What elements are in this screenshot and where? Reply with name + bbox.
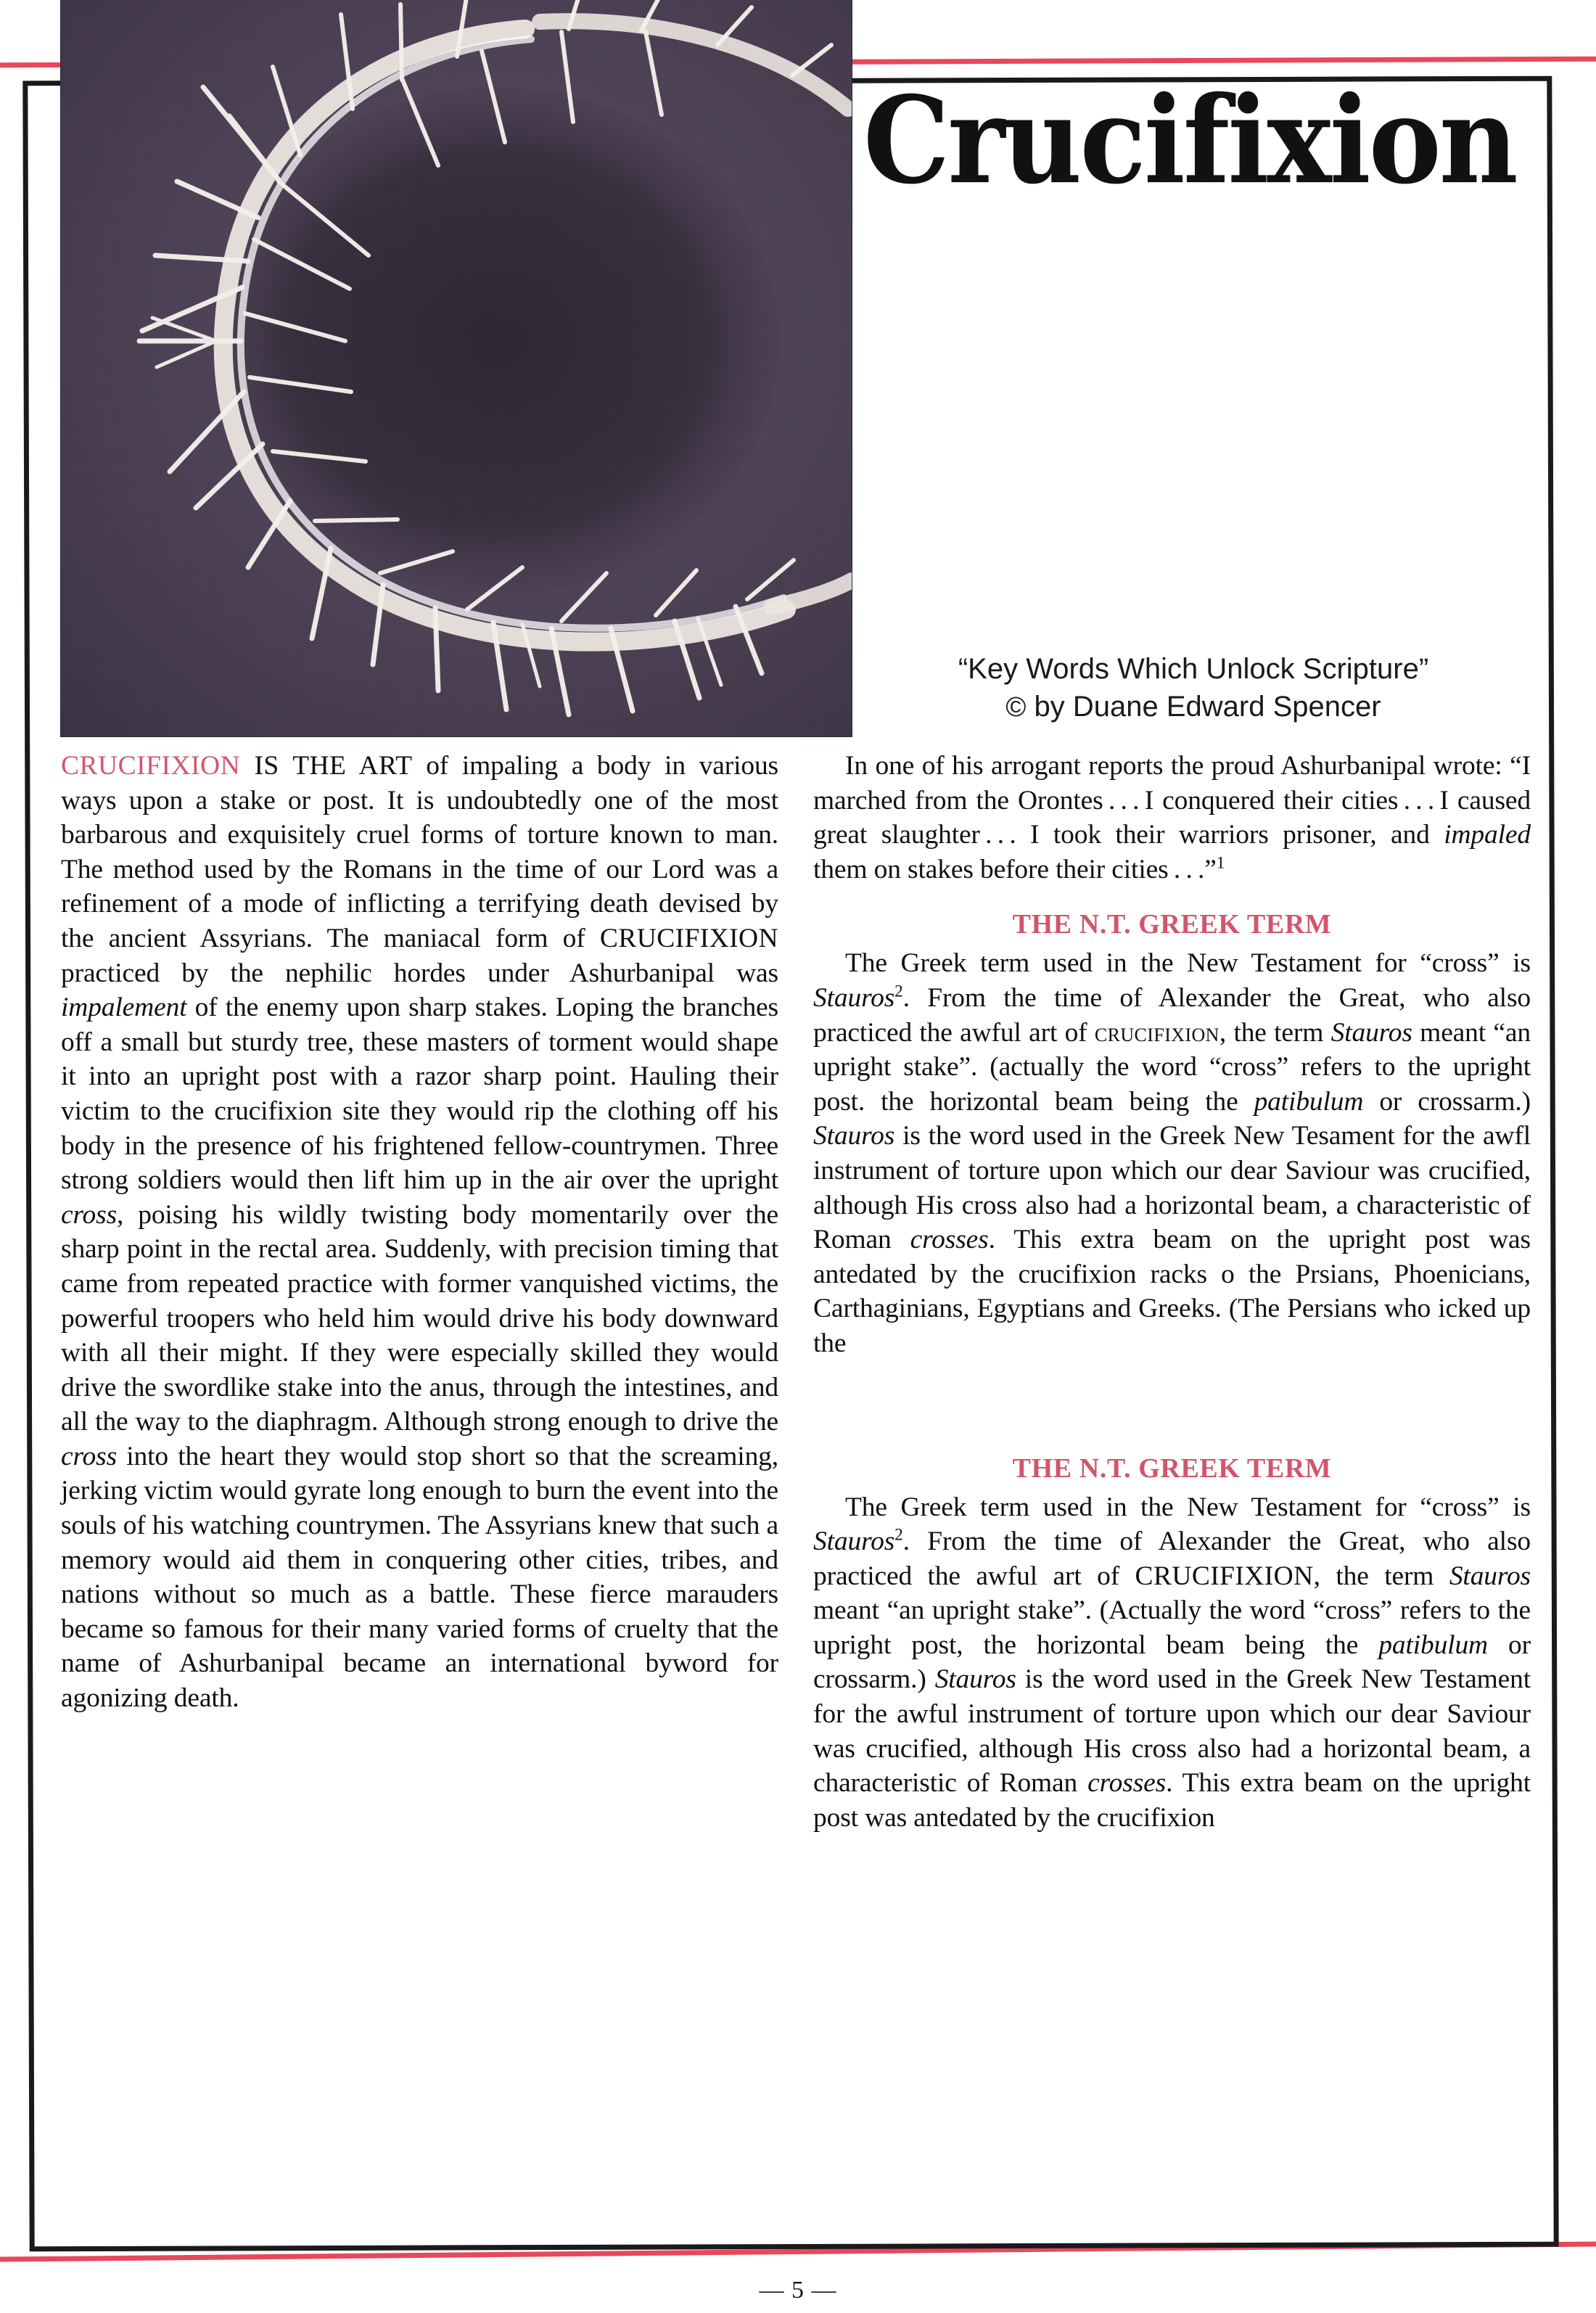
masthead xyxy=(856,70,1531,739)
smallcaps-crucifixion-s2: CRUCIFIXION xyxy=(1135,1561,1314,1591)
italic-crosses-1: crosses xyxy=(910,1225,989,1255)
article-body xyxy=(61,749,1531,2171)
column-right xyxy=(813,749,1531,2171)
s1-run-5: or crossarm.) xyxy=(1363,1086,1531,1117)
italic-stauros-6: Stauros xyxy=(934,1664,1016,1695)
quote-run-1: In one of his arrogant reports the proud Ashurbanipal wrote: “I marched from the Orontes . . . I conquered their cities . . . I caused great slaughter . . . I took their warriors prisoner, and xyxy=(813,751,1531,850)
s2-run-2: . From the time of Alexander the Great, who also practiced the awful art of xyxy=(813,1527,1531,1591)
footnote-marker-3: 2 xyxy=(894,1525,903,1545)
s2-run-1: The Greek term used in the New Testament for “cross” is xyxy=(845,1492,1531,1522)
italic-patibulum-1: patibulum xyxy=(1254,1086,1364,1117)
s1-run-7: . This extra beam on the upright post was antedated by the crucifixion racks o the Prsians, Phoenicians, Carthaginians, Egyptians and Greeks. (The Persians who icked up the xyxy=(813,1225,1531,1358)
column-left xyxy=(61,749,778,2171)
paragraph-opening xyxy=(61,749,778,1716)
italic-stauros-5: Stauros xyxy=(1449,1561,1531,1591)
byline-block xyxy=(856,650,1531,726)
s1-run-1: The Greek term used in the New Testament for “cross” is xyxy=(845,948,1531,979)
italic-cross-1: cross xyxy=(61,1199,118,1230)
italic-stauros-1: Stauros xyxy=(813,982,895,1013)
page-title: Crucifixion xyxy=(863,70,1516,211)
s1-run-2: . From the time of Alexander the Great, who also practiced the awful art of xyxy=(813,982,1531,1048)
italic-crosses-2: crosses xyxy=(1087,1768,1167,1799)
s1-run-3: , the term xyxy=(1219,1017,1331,1048)
lead-body-run-4: , poising his wildly twisting body momentarily over the sharp point in the rectal area. Suddenly, with precision timing that came from repeated practice with former vanquished victims, the powerful troopers who held him would drive his body downward with all their might. If they were especially skilled they would drive the swordlike stake into the anus, through the intestines, and all the way to the diaphragm. Although strong enough to drive the xyxy=(61,1199,778,1437)
s1-run-4: meant “an upright stake”. (actually the word “cross” refers to the upright post. the horizontal beam being the xyxy=(813,1017,1531,1117)
inline-smallcaps-crucifixion: CRUCIFIXION xyxy=(599,923,778,953)
copyright-icon: © xyxy=(1005,692,1027,723)
smallcaps-crucifixion-s1: crucifixion xyxy=(1094,1017,1219,1048)
s2-run-6: is the word used in the Greek New Testament for the awful instrument of torture upon which our dear Saviour was crucified, although His cross also had a horizontal beam, a characteristic of Roman xyxy=(813,1664,1531,1799)
italic-impalement: impalement xyxy=(61,993,187,1023)
section-heading-greek-term-1: THE N.T. GREEK TERM xyxy=(1012,909,1332,940)
s2-run-7: . This extra beam on the upright post was antedated by the crucifixion xyxy=(813,1768,1531,1833)
paragraph-ashurbanipal-quote xyxy=(813,749,1531,887)
author-line-wrapper xyxy=(856,688,1531,726)
footnote-marker-2: 2 xyxy=(894,982,903,1001)
italic-cross-2: cross xyxy=(61,1441,118,1471)
section-heading-greek-term-2: THE N.T. GREEK TERM xyxy=(1012,1453,1332,1484)
s2-run-5: or crossarm.) xyxy=(813,1630,1531,1695)
s2-run-4: meant “an upright stake”. (Actually the word “cross” refers to the upright post, the horizontal beam being the xyxy=(813,1595,1531,1660)
page-number: — 5 — xyxy=(759,2277,837,2304)
lead-body-run-2: practiced by the nephilic hordes under Ashurbanipal was xyxy=(61,958,778,988)
lead-body-run-3: of the enemy upon sharp stakes. Loping the branches off a small but sturdy tree, these masters of torment would shape it into an upright post with a razor sharp point. Hauling their victim to the crucifixion site they would rip the clothing off his body in the presence of his frightened fellow-countrymen. Three strong soldiers would then lift him up in the air over the upright xyxy=(61,993,778,1196)
lead-smallcaps-run: IS THE ART xyxy=(240,751,413,781)
s2-run-3: , the term xyxy=(1313,1561,1449,1591)
paragraph-greek-term-2 xyxy=(813,1490,1531,1836)
italic-impaled: impaled xyxy=(1444,820,1531,850)
crown-of-thorns-photo xyxy=(61,0,852,736)
footnote-marker-1: 1 xyxy=(1216,853,1225,873)
italic-stauros-2: Stauros xyxy=(1330,1017,1412,1048)
lead-body-run-5: into the heart they would stop short so that the screaming, jerking victim would gyrate long enough to burn the event into the souls of his watching countrymen. The Assyrians knew that such a memory would aid them in conquering other cities, tribes, and nations without so much as a battle. These fierce marauders became so famous for their many varied forms of cruelty that the name of Ashurbanipal became an international byword for agonizing death. xyxy=(61,1441,778,1714)
paragraph-greek-term-1 xyxy=(813,946,1531,1360)
italic-stauros-4: Stauros xyxy=(813,1527,895,1557)
italic-patibulum-2: patibulum xyxy=(1378,1630,1488,1660)
italic-stauros-3: Stauros xyxy=(813,1121,895,1151)
series-line: “Key Words Which Unlock Scripture” xyxy=(958,653,1429,685)
quote-run-2: them on stakes before their cities . . .” xyxy=(813,854,1217,884)
s1-run-6: is the word used in the Greek New Tesament for the awfl instrument of torture upon which our dear Saviour was crucified, although His cross also had a horizontal beam, a characteristic of Roman xyxy=(813,1121,1531,1255)
author-line: by Duane Edward Spencer xyxy=(1034,691,1381,723)
lead-body-run-1: of impaling a body in various ways upon a stake or post. It is undoubtedly one of the most barbarous and exquisitely cruel forms of torture known to man. The method used by the Romans in the time of our Lord was a refinement of a mode of inflicting a terrifying death devised by the ancient Assyrians. The maniacal form of xyxy=(61,751,779,953)
drop-lead-word: CRUCIFIXION xyxy=(61,751,241,781)
column-gap-spacer xyxy=(813,1361,1531,1431)
